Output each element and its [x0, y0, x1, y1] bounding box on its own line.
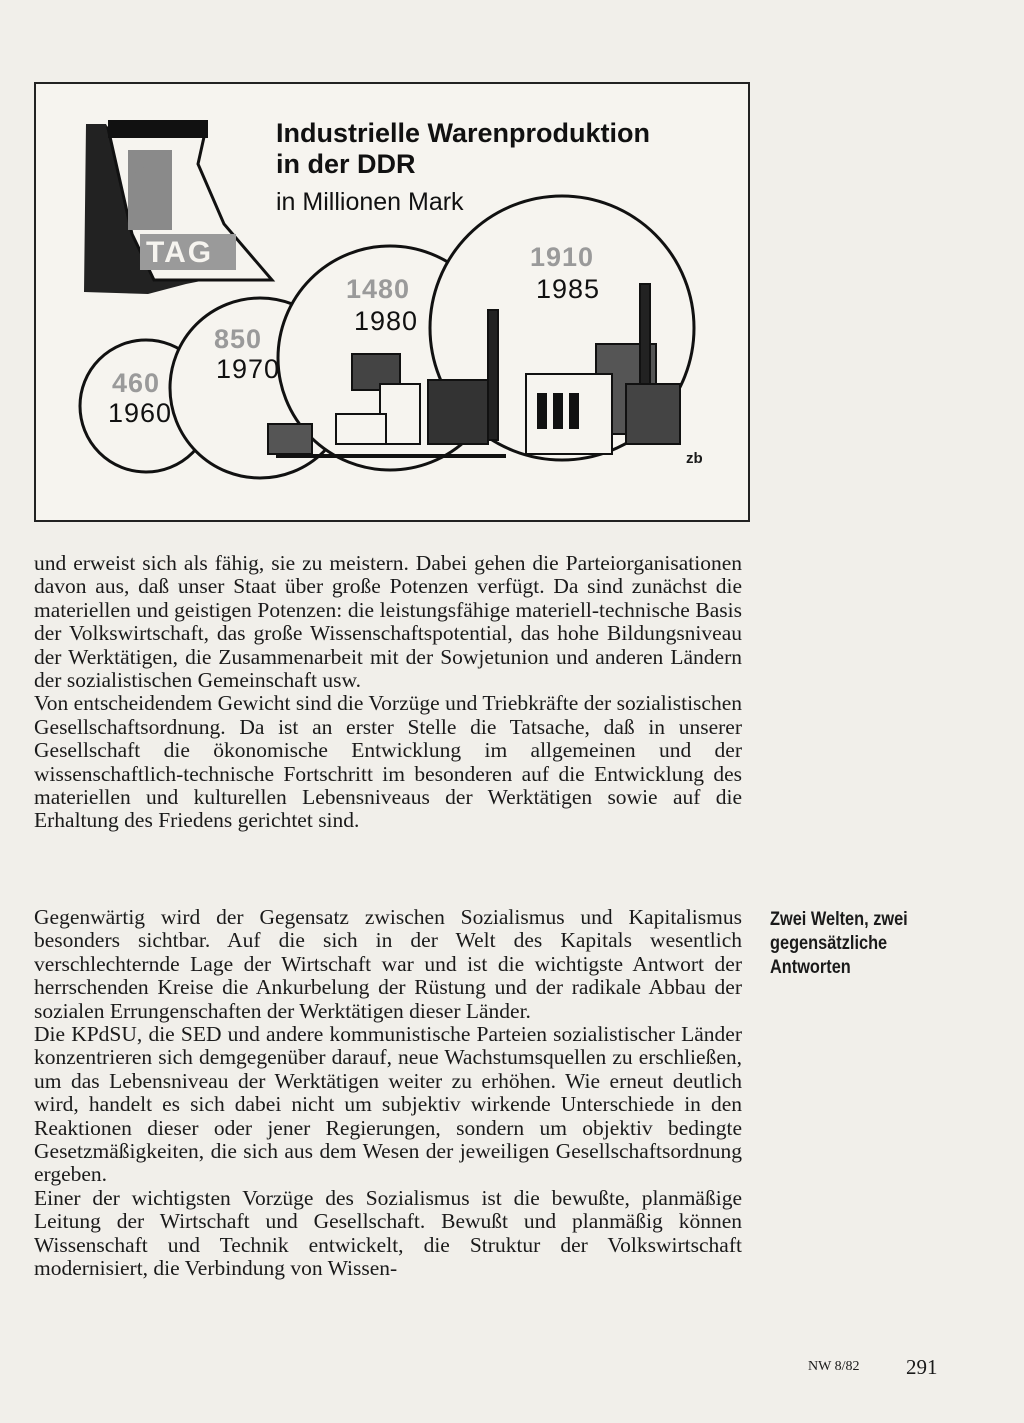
value-1980: 1480 [346, 274, 411, 304]
figure-title-line1: Industrielle Warenproduktion [276, 118, 651, 148]
year-1970: 1970 [216, 354, 281, 384]
credit-mark: zb [686, 450, 703, 467]
journal-reference: NW 8/82 [808, 1359, 860, 1374]
figure-subtitle: in Millionen Mark [276, 188, 464, 216]
page-number: 291 [906, 1355, 938, 1379]
calendar-word: TAG [146, 236, 214, 269]
figure-title-line2: in der DDR [276, 149, 416, 179]
margin-heading-line: Zwei Welten, zwei [770, 909, 908, 930]
body-text-block-1 [34, 552, 742, 833]
paragraph: Von entscheidendem Gewicht sind die Vorzüge und Triebkräfte der sozialistischen Gesellschaftsordnung. Da ist an erster Stelle die Tatsache, daß in unserer Gesellschaft die ökonomische Entwicklung im allgemeinen und der wissenschaftlich-technische Fortschritt im besonderen auf die Entwicklung des materiellen und kulturellen Lebensniveaus der Werktätigen sowie auf die Erhaltung des Friedens gerichtet sind. [34, 691, 742, 833]
year-1985: 1985 [536, 274, 601, 304]
paragraph: Gegenwärtig wird der Gegensatz zwischen Sozialismus und Kapitalismus besonders sichtbar. Auf die sich in der Welt des Kapitals wesentlich verschlechternde Lage der Wirtschaft war und ist die wichtigste Antwort der herrschenden Kreise die Ankurbelung der Rüstung und der radikale Abbau der sozialen Errungenschaften der Werktätigen dieser Länder. [34, 905, 742, 1023]
paragraph: Einer der wichtigsten Vorzüge des Sozialismus ist die bewußte, planmäßige Leitung der Wirtschaft und Gesellschaft. Bewußt und planmäßig können Wissenschaft und Technik entwickelt, die Struktur der Volkswirtschaft modernisiert, die Verbindung von Wissen- [34, 1185, 742, 1281]
figure-title [276, 118, 650, 180]
year-1960: 1960 [108, 398, 173, 428]
year-1980: 1980 [354, 306, 419, 336]
body-text-block-2 [34, 906, 742, 1281]
paragraph: Die KPdSU, die SED und andere kommunistische Parteien sozialistischer Länder konzentrieren sich demgegenüber darauf, neue Wachstumsquellen zu erschließen, um das Lebensniveau der Werktätigen weiter zu erhöhen. Wie erneut deutlich wird, handelt es sich dabei nicht um subjektiv wirkende Unterschiede in den Reaktionen dieser oder jener Regierungen, sondern um objektiv bedingte Gesetzmäßigkeiten, die sich aus dem Wesen der jeweiligen Gesellschaftsordnung ergeben. [34, 1022, 742, 1187]
infographic-box [34, 82, 750, 522]
value-1960: 460 [112, 368, 161, 398]
value-1970: 850 [214, 324, 263, 354]
margin-heading-line: gegensätzliche [770, 933, 888, 954]
margin-heading-line: Antworten [770, 957, 851, 978]
margin-heading [770, 908, 925, 980]
calendar-number: 1 [128, 139, 173, 228]
value-1985: 1910 [530, 242, 595, 272]
paragraph: und erweist sich als fähig, sie zu meistern. Dabei gehen die Parteiorganisationen davon aus, daß unser Staat über große Potenzen verfügt. Da sind zunächst die materiellen und geistigen Potenzen: die leistungsfähige materiell-technische Basis der Volkswirtschaft, das große Wissenschaftspotential, das hohe Bildungsniveau der Werktätigen, die Zusammenarbeit mit der Sowjetunion und anderen Ländern der sozialistischen Gemeinschaft usw. [34, 551, 742, 693]
